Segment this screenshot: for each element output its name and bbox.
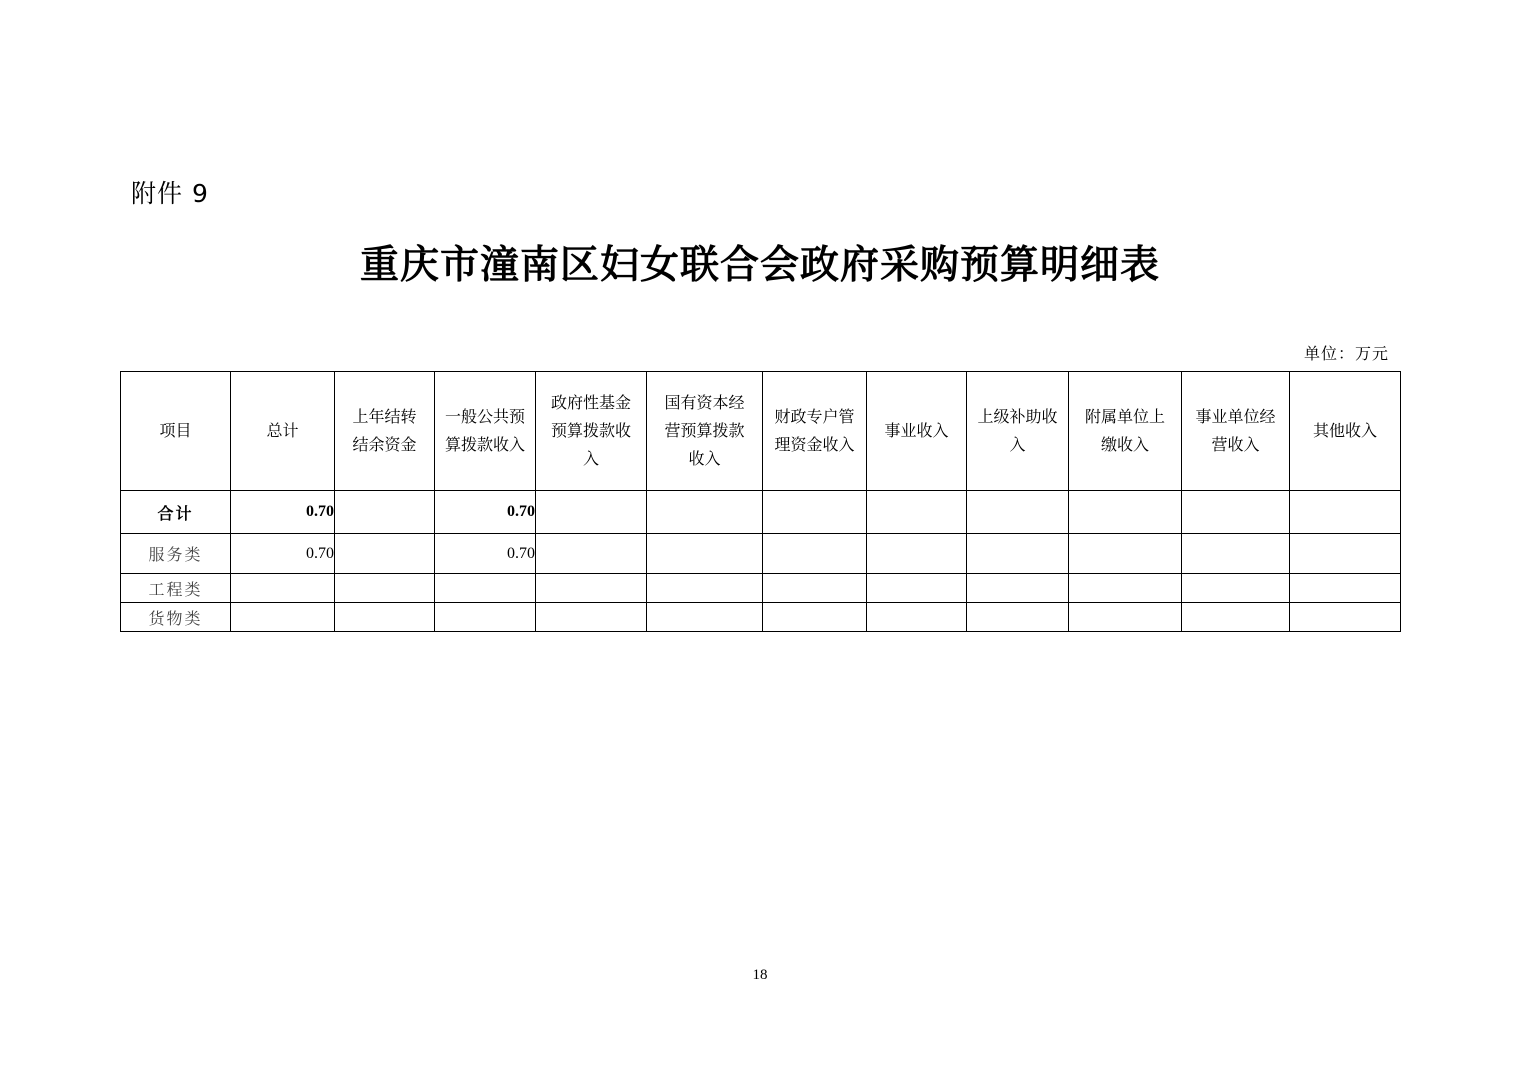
table-cell — [335, 603, 435, 632]
table-cell — [867, 534, 967, 574]
page-number: 18 — [752, 967, 768, 983]
table-cell — [1069, 603, 1182, 632]
table-cell — [1290, 491, 1401, 534]
table-cell — [967, 574, 1069, 603]
table-cell: 0.70 — [231, 491, 335, 534]
table-cell — [1182, 491, 1290, 534]
table-cell — [1290, 574, 1401, 603]
table-cell — [536, 491, 647, 534]
table-cell — [1182, 574, 1290, 603]
row-category: 工程类 — [121, 574, 231, 603]
table-cell — [763, 534, 867, 574]
table-cell: 0.70 — [435, 534, 536, 574]
table-cell — [435, 574, 536, 603]
table-cell — [867, 491, 967, 534]
table-cell — [231, 574, 335, 603]
column-header-special-account: 财政专户管理资金收入 — [763, 372, 867, 491]
budget-table — [120, 371, 1401, 632]
table-cell — [231, 603, 335, 632]
table-cell — [763, 491, 867, 534]
table-header-row — [121, 372, 1401, 491]
table-row-total — [121, 491, 1401, 534]
column-header-superior-subsidy: 上级补助收入 — [967, 372, 1069, 491]
table-cell: 0.70 — [231, 534, 335, 574]
table-row-goods — [121, 603, 1401, 632]
column-header-total: 总计 — [231, 372, 335, 491]
column-header-gov-fund: 政府性基金预算拨款收入 — [536, 372, 647, 491]
attachment-label: 附件 9 — [131, 179, 209, 208]
table-cell — [647, 574, 763, 603]
table-cell — [1290, 534, 1401, 574]
row-category: 服务类 — [121, 534, 231, 574]
table-cell: 0.70 — [435, 491, 536, 534]
table-cell — [536, 534, 647, 574]
column-header-business-income: 事业收入 — [867, 372, 967, 491]
column-header-operating-income: 事业单位经营收入 — [1182, 372, 1290, 491]
page-title: 重庆市潼南区妇女联合会政府采购预算明细表 — [359, 242, 1160, 288]
table-cell — [536, 603, 647, 632]
row-category: 货物类 — [121, 603, 231, 632]
table-cell — [647, 603, 763, 632]
table-cell — [335, 534, 435, 574]
column-header-general-budget: 一般公共预算拨款收入 — [435, 372, 536, 491]
table-cell — [1069, 534, 1182, 574]
table-cell — [335, 574, 435, 603]
table-cell — [335, 491, 435, 534]
table-cell — [1290, 603, 1401, 632]
table-cell — [867, 603, 967, 632]
table-cell — [647, 534, 763, 574]
unit-label: 单位：万元 — [1303, 344, 1389, 363]
table-cell — [867, 574, 967, 603]
table-cell — [967, 534, 1069, 574]
table-row-engineering — [121, 574, 1401, 603]
table-cell — [647, 491, 763, 534]
table-cell — [536, 574, 647, 603]
column-header-item: 项目 — [121, 372, 231, 491]
table-cell — [967, 603, 1069, 632]
table-cell — [967, 491, 1069, 534]
table-cell — [1069, 491, 1182, 534]
table-cell — [435, 603, 536, 632]
column-header-affiliated-payment: 附属单位上缴收入 — [1069, 372, 1182, 491]
table-cell — [1182, 534, 1290, 574]
table-row-service — [121, 534, 1401, 574]
column-header-other-income: 其他收入 — [1290, 372, 1401, 491]
table-cell — [763, 574, 867, 603]
table-cell — [1182, 603, 1290, 632]
column-header-state-capital: 国有资本经营预算拨款收入 — [647, 372, 763, 491]
table-cell — [763, 603, 867, 632]
column-header-carryover: 上年结转结余资金 — [335, 372, 435, 491]
row-category: 合计 — [121, 491, 231, 534]
table-cell — [1069, 574, 1182, 603]
